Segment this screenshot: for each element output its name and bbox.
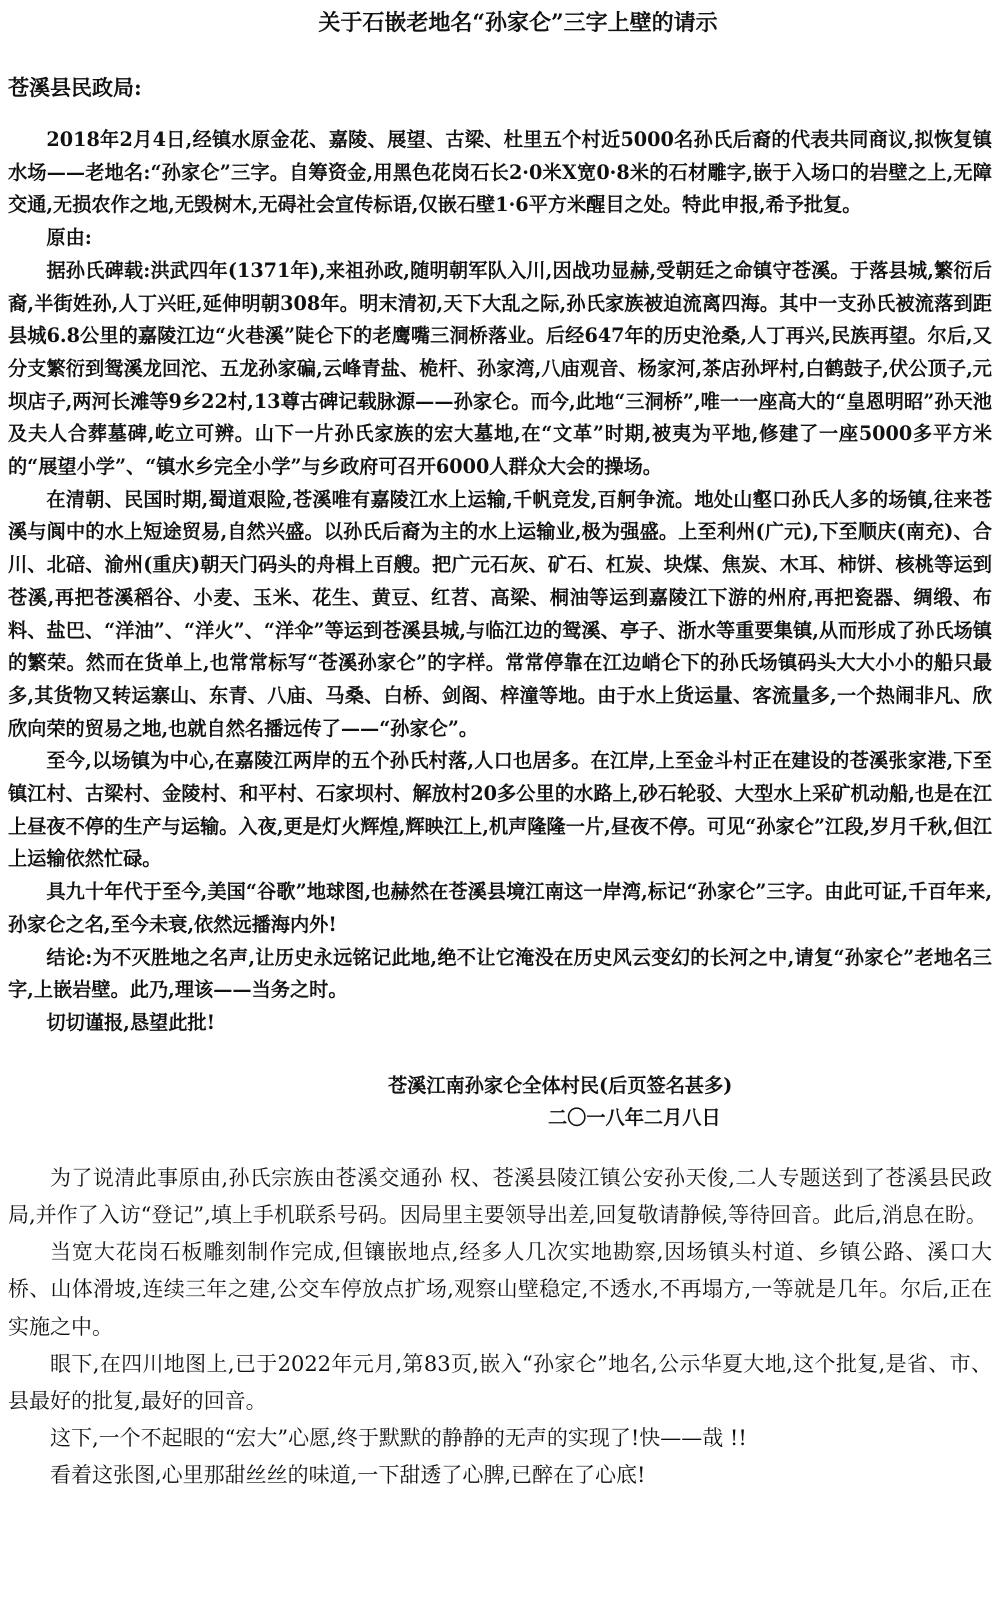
signature-date: 二〇一八年二月八日 — [548, 1105, 721, 1129]
letter-paragraph: 原由: — [46, 226, 92, 250]
document-title: 关于石嵌老地名“孙家仑”三字上壁的请示 — [318, 10, 718, 36]
followup-paragraph: 当宽大花岗石板雕刻制作完成,但镶嵌地点,经多人几次实地勘察,因场镇头村道、乡镇公路、溪口大桥、山体滑坡,连续三年之建,公交车停放点扩场,观察山壁稳定,不透水,不再塌方,一等就是几年。尔后,正在实施之中。 — [8, 1240, 992, 1339]
letter-paragraph: 据孙氏碑载:洪武四年(1371年),来祖孙政,随明朝军队入川,因战功显赫,受朝廷之命镇守苍溪。于落县城,繁衍后裔,半街姓孙,人丁兴旺,延伸明朝308年。明末清初,天下大乱之际,孙氏家族被迫流离四海。其中一支孙氏被流落到距县城6.8公里的嘉陵江边“火巷溪”陡仑下的老鹰嘴三洞桥落业。后经647年的历史沧桑,人丁再兴,民族再望。尔后,又分支繁衍到鸳溪龙回沱、五龙孙家碥,云峰青盐、桅杆、孙家湾,八庙观音、杨家河,茶店孙坪村,白鹤鼓子,伏公顶子,元坝店子,两河长滩等9乡22村,13尊古碑记载脉源——孙家仑。而今,此地“三洞桥”,唯一一座高大的“皇恩明昭”孙天池及夫人合葬墓碑,屹立可辨。山下一片孙氏家族的宏大墓地,在“文革”时期,被夷为平地,修建了一座5000多平方米的“展望小学”、“镇水乡完全小学”与乡政府可召开6000人群众大会的操场。 — [8, 258, 992, 479]
addressee: 苍溪县民政局: — [8, 75, 142, 100]
letter-paragraph: 在清朝、民国时期,蜀道艰险,苍溪唯有嘉陵江水上运输,千帆竞发,百舸争流。地处山壑口孙氏人多的场镇,往来苍溪与阆中的水上短途贸易,自然兴盛。以孙氏后裔为主的水上运输业,极为强盛。上至利州(广元),下至顺庆(南充)、合川、北碚、渝州(重庆)朝天门码头的舟楫上百艘。把广元石灰、矿石、杠炭、块煤、焦炭、木耳、柿饼、核桃等运到苍溪,再把苍溪稻谷、小麦、玉米、花生、黄豆、红苕、高梁、桐油等运到嘉陵江下游的州府,再把瓷器、绸缎、布料、盐巴、“洋油”、“洋火”、“洋伞”等运到苍溪县城,与临江边的鸳溪、亭子、浙水等重要集镇,从而形成了孙氏场镇的繁荣。然而在货单上,也常常标写“苍溪孙家仑”的字样。常常停靠在江边峭仑下的孙氏场镇码头大大小小的船只最多,其货物又转运寨山、东青、八庙、马桑、白桥、剑阁、梓潼等地。由于水上货运量、客流量多,一个热闹非凡、欣欣向荣的贸易之地,也就自然名播远传了——“孙家仑”。 — [8, 487, 992, 740]
letter-paragraph: 具九十年代于至今,美国“谷歌”地球图,也赫然在苍溪县境江南这一岸湾,标记“孙家仑”三字。由此可证,千百年来,孙家仑之名,至今未衰,依然远播海内外! — [8, 880, 992, 936]
letter-paragraph: 2018年2月4日,经镇水原金花、嘉陵、展望、古梁、杜里五个村近5000名孙氏后裔的代表共同商议,拟恢复镇水场——老地名:“孙家仑”三字。自筹资金,用黑色花岗石长2·0米X宽0·8米的石材雕字,嵌于入场口的岩壁之上,无障交通,无损农作之地,无毁树木,无碍社会宣传标语,仅嵌石壁1·6平方米醒目之处。特此申报,希予批复。 — [8, 128, 992, 217]
followup-paragraph: 眼下,在四川地图上,已于2022年元月,第83页,嵌入“孙家仑”地名,公示华夏大地,这个批复,是省、市、县最好的批复,最好的回音。 — [8, 1351, 992, 1413]
letter-paragraph: 切切谨报,恳望此批! — [46, 1010, 215, 1034]
signature-block — [8, 1070, 992, 1134]
followup-body — [8, 1160, 992, 1495]
followup-paragraph: 看着这张图,心里那甜丝丝的味道,一下甜透了心脾,已醉在了心底! — [50, 1463, 646, 1488]
letter-paragraph: 结论:为不灭胜地之名声,让历史永远铭记此地,绝不让它淹没在历史风云变幻的长河之中,请复“孙家仑”老地名三字,上嵌岩壁。此乃,理该——当务之时。 — [8, 945, 992, 1002]
letter-paragraph: 至今,以场镇为中心,在嘉陵江两岸的五个孙氏村落,人口也居多。在江岸,上至金斗村正在建设的苍溪张家港,下至镇江村、古梁村、金陵村、和平村、石家坝村、解放村20多公里的水路上,砂石轮驳、大型水上采矿机动船,也是在江上昼夜不停的生产与运输。入夜,更是灯火辉煌,辉映江上,机声隆隆一片,昼夜不停。可见“孙家仑”江段,岁月千秋,但江上运输依然忙碌。 — [8, 749, 992, 871]
letter-body — [8, 124, 992, 1040]
signature: 苍溪江南孙家仑全体村民(后页签名甚多) — [388, 1073, 733, 1097]
followup-paragraph: 这下,一个不起眼的“宏大”心愿,终于默默的静静的无声的实现了!快——哉 !! — [50, 1426, 747, 1451]
followup-paragraph: 为了说清此事原由,孙氏宗族由苍溪交通孙 权、苍溪县陵江镇公安孙天俊,二人专题送到了苍溪县民政局,并作了入访“登记”,填上手机联系号码。因局里主要领导出差,回复敬请静候,等待回音。此后,消息在盼。 — [8, 1165, 992, 1227]
